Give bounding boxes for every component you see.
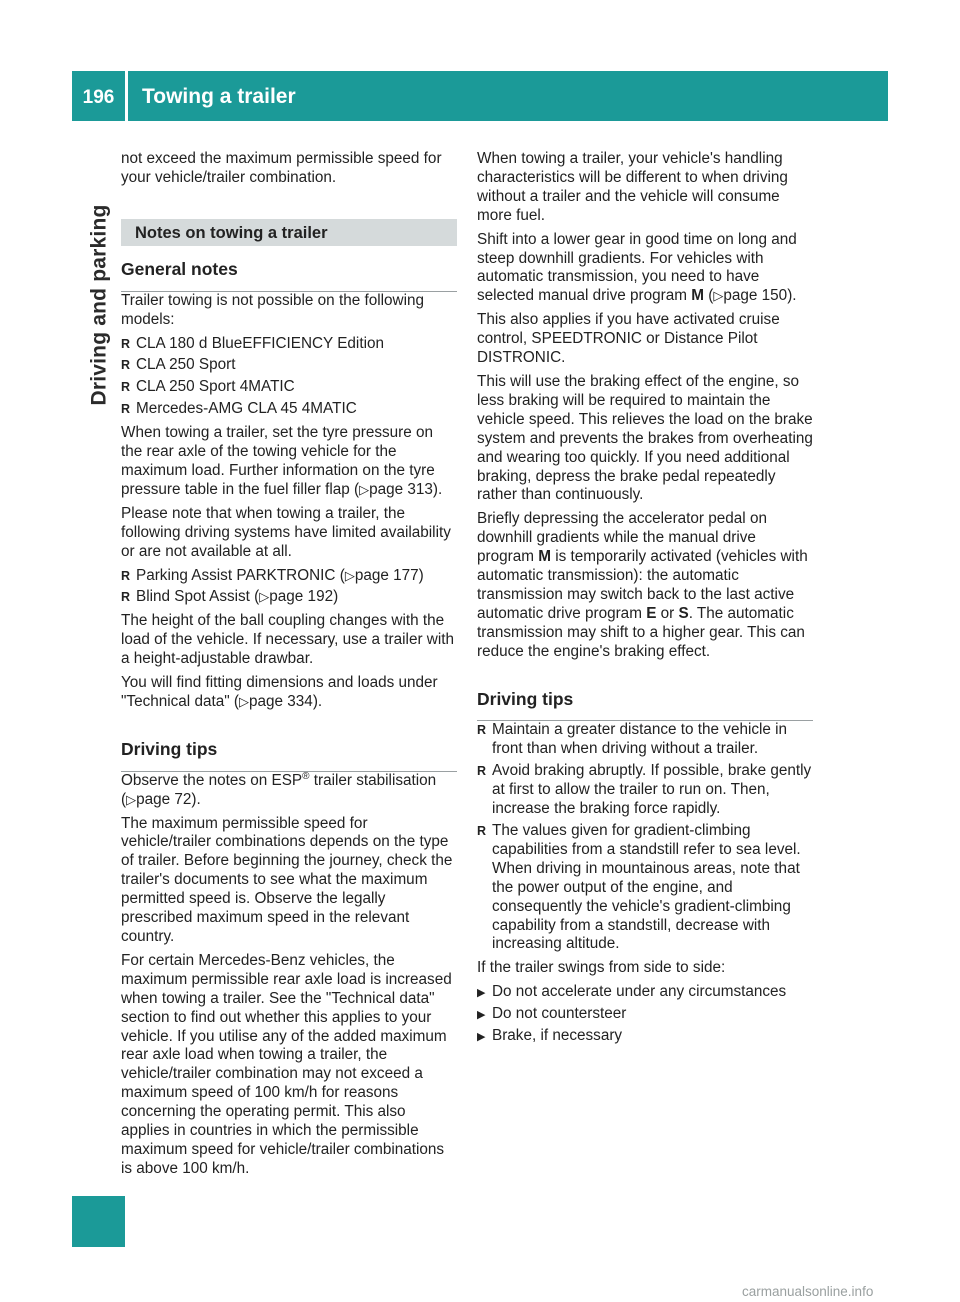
side-chapter-label: [76, 150, 122, 460]
tips-list: [477, 721, 813, 954]
page-ref-icon: ▷: [259, 589, 270, 605]
intro-paragraph: not exceed the maximum permissible speed for your vehicle/trailer combination.: [121, 150, 442, 186]
page-ref-link[interactable]: page 177: [354, 566, 419, 584]
left-column: [121, 150, 457, 1184]
list-item: R Parking Assist PARKTRONIC (▷page 177): [121, 567, 457, 586]
axle-paragraph: For certain Mercedes-Benz vehicles, the maximum permissible rear axle load is increased when towing a trailer. See the "Technical data" section to find out whether this applies to your vehicle. If you utilise any of the added maximum rear axle load when towing a trailer, the vehicle/trailer combination may not exceed a maximum speed of 100 km/h for reasons concerning the operating permit. This also applies in countries in which the permissible maximum speed for vehicle/trailer combinations is above 100 km/h.: [121, 951, 452, 1177]
list-item: R CLA 250 Sport: [121, 356, 457, 375]
action-item: ▶ Brake, if necessary: [477, 1027, 813, 1046]
swing-paragraph: If the trailer swings from side to side:: [477, 959, 726, 977]
tyre-paragraph: When towing a trailer, set the tyre pressure on the rear axle of the towing vehicle for the maximum load. Further information on the tyre pressure table in the fuel filler flap (▷page 313).: [121, 424, 443, 498]
models-list: [121, 335, 457, 420]
esp-paragraph: Observe the notes on ESP® trailer stabilisation (▷page 72).: [121, 770, 437, 808]
handling-paragraph: When towing a trailer, your vehicle's handling characteristics will be different to when driving without a trailer and the vehicle will consume more fuel.: [477, 150, 788, 224]
page-ref-link[interactable]: page 192: [269, 588, 334, 606]
page-ref-link[interactable]: page 150: [723, 287, 788, 305]
section-heading: Notes on towing a trailer: [121, 219, 457, 246]
action-item: ▶ Do not countersteer: [477, 1005, 813, 1024]
page-ref-icon: ▷: [713, 288, 724, 304]
side-chapter-label-text: Driving and parking: [87, 204, 110, 406]
list-item: R CLA 250 Sport 4MATIC: [121, 378, 457, 397]
list-item: R Blind Spot Assist (▷page 192): [121, 588, 457, 607]
chapter-title: Towing a trailer: [142, 85, 296, 108]
driving-tips-heading: Driving tips: [121, 740, 457, 772]
page-ref-icon: ▷: [344, 567, 355, 583]
driving-tips-heading-right: Driving tips: [477, 690, 813, 722]
list-item: R Avoid braking abruptly. If possible, brake gently at first to allow the trailer to run on. Then, increase the braking force rapidly.: [477, 762, 813, 819]
accelerator-paragraph: Briefly depressing the accelerator pedal on downhill gradients while the manual drive program M is temporarily activated (vehicles with automatic transmission): the automatic transmission may switch back to the last active automatic drive program E or S. The automatic transmission may shift to a higher gear. This can reduce the engine's braking effect.: [477, 510, 808, 660]
registered-mark: ®: [302, 770, 310, 782]
page-number: 196: [82, 87, 115, 108]
models-intro: Trailer towing is not possible on the following models:: [121, 291, 424, 328]
page-ref-icon: ▷: [359, 481, 370, 497]
systems-paragraph: Please note that when towing a trailer, the following driving systems have limited availability or are not available at all.: [121, 504, 451, 560]
general-notes-heading: General notes: [121, 260, 457, 292]
coupling-paragraph: The height of the ball coupling changes with the load of the vehicle. If necessary, use a trailer with a height-adjustable drawbar.: [121, 612, 455, 668]
actions-list: [477, 983, 813, 1046]
systems-list: [121, 567, 457, 608]
page-ref-icon: ▷: [239, 693, 249, 709]
list-item: R CLA 180 d BlueEFFICIENCY Edition: [121, 335, 457, 354]
speed-paragraph: The maximum permissible speed for vehicle/trailer combinations depends on the type of trailer. Before beginning the journey, check the trailer's documents to see what the maximum permitted speed is. Observe the legally prescribed maximum speed in the relevant country.: [121, 814, 453, 945]
list-item: R Mercedes-AMG CLA 45 4MATIC: [121, 400, 457, 419]
list-item: R Maintain a greater distance to the vehicle in front than when driving without a trailer.: [477, 721, 813, 759]
page-ref-link[interactable]: page 334: [249, 692, 313, 710]
header-divider: [125, 71, 128, 121]
watermark: carmanualsonline.info: [742, 1284, 874, 1299]
page-ref-link[interactable]: page 72: [136, 790, 192, 808]
dimensions-paragraph: You will find fitting dimensions and loads under "Technical data" (▷page 334).: [121, 674, 438, 710]
action-item: ▶ Do not accelerate under any circumstances: [477, 983, 813, 1002]
page-ref-icon: ▷: [126, 791, 137, 807]
right-column: [477, 150, 813, 1049]
page-ref-link[interactable]: page 313: [369, 480, 433, 498]
shift-paragraph: Shift into a lower gear in good time on long and steep downhill gradients. For vehicles with automatic transmission, you need to have selected manual drive program M (▷page 150).: [477, 230, 797, 305]
braking-paragraph: This will use the braking effect of the engine, so less braking will be required to maintain the vehicle speed. This relieves the load on the brake system and prevents the brakes from overheating and wearing too quickly. If you need additional braking, depress the brake pedal repeatedly rather than continuously.: [477, 372, 813, 504]
cruise-paragraph: This also applies if you have activated cruise control, SPEEDTRONIC or Distance Pilot DISTRONIC.: [477, 311, 780, 367]
side-marker: [72, 1196, 125, 1247]
list-item: R The values given for gradient-climbing capabilities from a standstill refer to sea level. When driving in mountainous areas, note that the power output of the engine, and consequently the vehicle's gradient-climbing capability from a standstill, decrease with increasing altitude.: [477, 822, 813, 954]
